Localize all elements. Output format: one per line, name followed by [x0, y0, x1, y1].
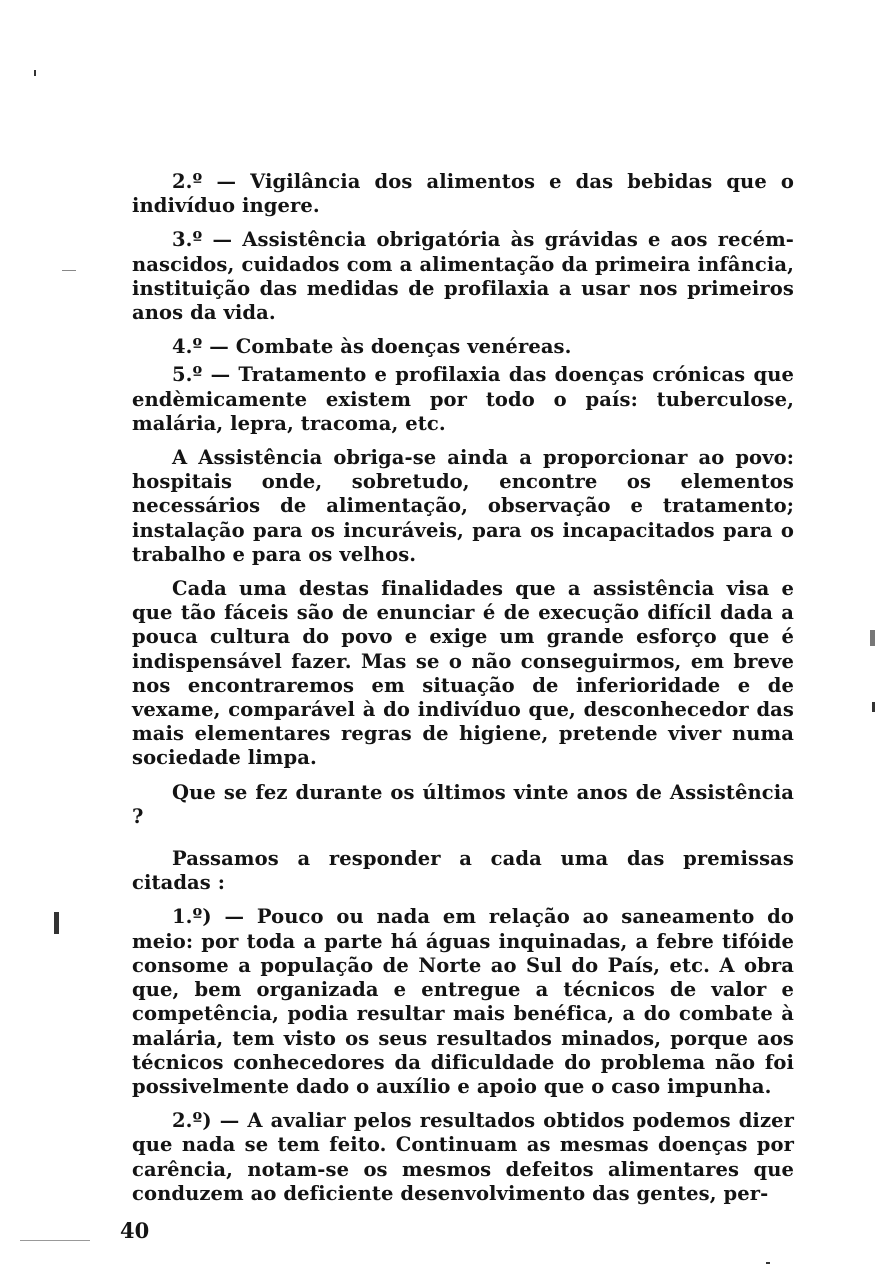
- paragraph-answer-2: 2.º) — A avaliar pelos resultados obtidos podemos dizer que nada se tem feito. Continuam as mesmas doenças por carência, notam-se os mesmos defeitos alimentares que conduzem ao deficiente desenvolvimento das gentes, per-: [132, 1109, 794, 1205]
- paragraph-item-5: 5.º — Tratamento e profilaxia das doenças crónicas que endèmicamente existem por todo o país: tuberculose, malária, lepra, tracoma, etc.: [132, 363, 794, 435]
- paragraph-answer-1: 1.º) — Pouco ou nada em relação ao saneamento do meio: por toda a parte há águas inquinadas, a febre tifóide consome a população de Norte ao Sul do País, etc. A obra que, bem organizada e entregue a técnicos de valor e competência, podia resultar mais benéfica, a do combate à malária, tem visto os seus resultados minados, porque aos técnicos conhecedores da dificuldade do problema não foi possivelmente dado o auxílio e apoio que o caso impunha.: [132, 905, 794, 1098]
- scan-speck: [34, 70, 36, 76]
- scan-speck: [62, 270, 76, 271]
- paragraph-assistencia: A Assistência obriga-se ainda a proporcionar ao povo: hospitais onde, sobretudo, encontre os elementos necessários de alimentação, observação e tratamento; instalação para os incuráveis, para os incapacitados para o trabalho e para os velhos.: [132, 446, 794, 566]
- scan-speck: [870, 630, 875, 646]
- paragraph-finalidades: Cada uma destas finalidades que a assistência visa e que tão fáceis são de enunciar é de execução difícil dada a pouca cultura do povo e exige um grande esforço que é indispensável fazer. Mas se o não conseguirmos, em breve nos encontraremos em situação de inferioridade e de vexame, comparável à do indivíduo que, desconhecedor das mais elementares regras de higiene, pretende viver numa sociedade limpa.: [132, 577, 794, 770]
- scan-line: [20, 1240, 90, 1241]
- paragraph-item-2: 2.º — Vigilância dos alimentos e das bebidas que o indivíduo ingere.: [132, 170, 794, 218]
- paragraph-premissas: Passamos a responder a cada uma das premissas citadas :: [132, 847, 794, 895]
- scan-speck: [872, 702, 875, 712]
- scan-speck: [54, 912, 59, 934]
- page-number: 40: [120, 1218, 150, 1243]
- paragraph-item-3: 3.º — Assistência obrigatória às grávidas e aos recém-nascidos, cuidados com a alimentação da primeira infância, instituição das medidas de profilaxia a usar nos primeiros anos da vida.: [132, 228, 794, 325]
- paragraph-item-4: 4.º — Combate às doenças venéreas.: [172, 335, 572, 359]
- document-body: [132, 170, 794, 1210]
- paragraph-question: Que se fez durante os últimos vinte anos de Assistência ?: [132, 780, 794, 828]
